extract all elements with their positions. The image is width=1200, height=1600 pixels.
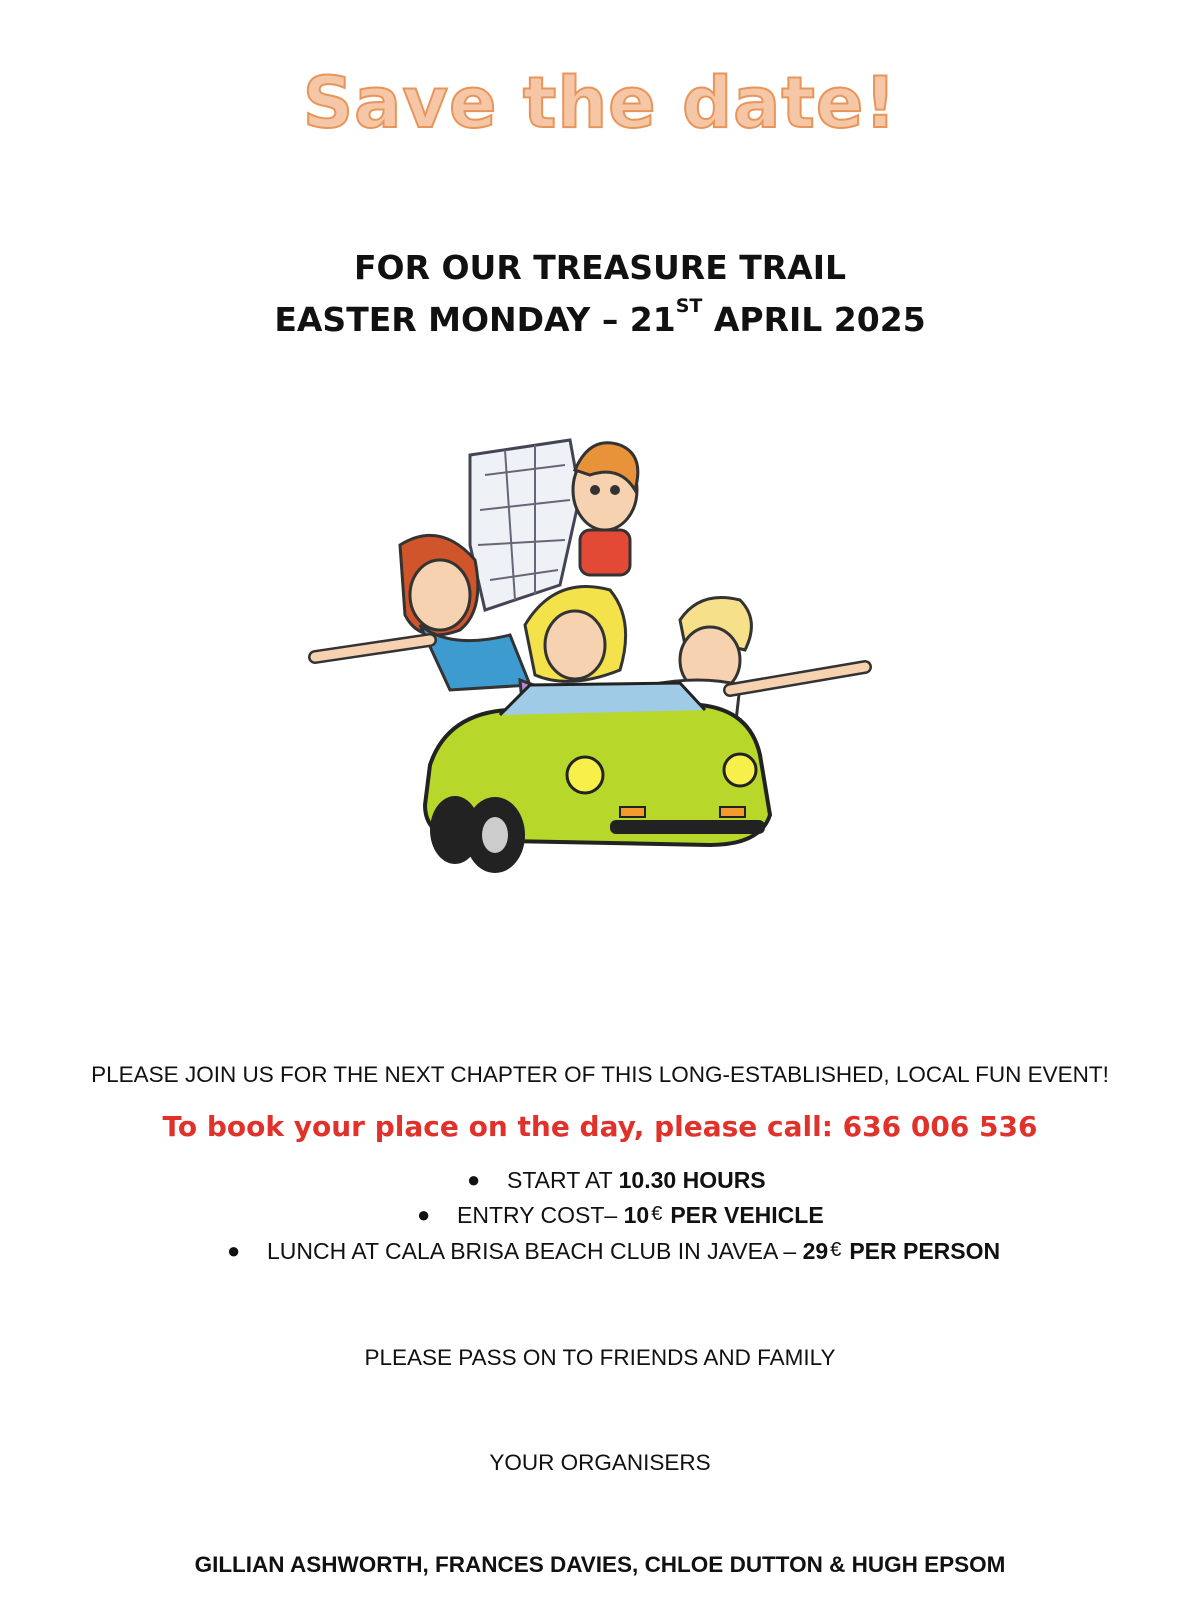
map-icon [470,440,580,610]
green-car [425,683,770,873]
booking-phone-text: To book your place on the day, please call: 636 006 536 [162,1110,1038,1143]
event-date-prefix: EASTER MONDAY – 21 [274,300,676,339]
bullet-icon: ● [227,1238,241,1263]
bullet-icon: ● [417,1202,431,1227]
start-label: START AT [507,1167,619,1193]
list-item-start-time [467,1167,766,1194]
invite-text: PLEASE JOIN US FOR THE NEXT CHAPTER OF THIS LONG-ESTABLISHED, LOCAL FUN EVENT! [91,1062,1109,1087]
event-date [0,295,1200,339]
start-time: 10.30 HOURS [618,1167,766,1193]
entry-cost-unit: PER VEHICLE [670,1202,824,1228]
event-date-suffix: APRIL 2025 [702,300,926,339]
lunch-label: LUNCH AT CALA BRISA BEACH CLUB IN JAVEA – [267,1238,803,1264]
entry-cost-value: 10 [623,1202,650,1228]
organisers-label: YOUR ORGANISERS [489,1450,711,1475]
lunch-cost-value: 29 [802,1238,829,1264]
organisers-names: GILLIAN ASHWORTH, FRANCES DAVIES, CHLOE DUTTON & HUGH EPSOM [194,1552,1006,1577]
pass-on-text: PLEASE PASS ON TO FRIENDS AND FAMILY [364,1345,836,1370]
event-date-ordinal: ST [675,295,703,317]
euro-symbol: € [651,1203,663,1225]
event-headline: FOR OUR TREASURE TRAIL [353,248,847,287]
page-title: Save the date! [302,62,898,144]
euro-symbol: € [830,1239,842,1261]
cartoon-friends-in-car-with-map-icon [300,435,900,905]
lunch-cost-unit: PER PERSON [849,1238,1001,1264]
list-item-entry-cost [417,1202,824,1229]
bullet-icon: ● [467,1167,481,1192]
entry-cost-label: ENTRY COST– [457,1202,624,1228]
list-item-lunch [227,1238,1001,1265]
boy-with-map [573,443,638,575]
